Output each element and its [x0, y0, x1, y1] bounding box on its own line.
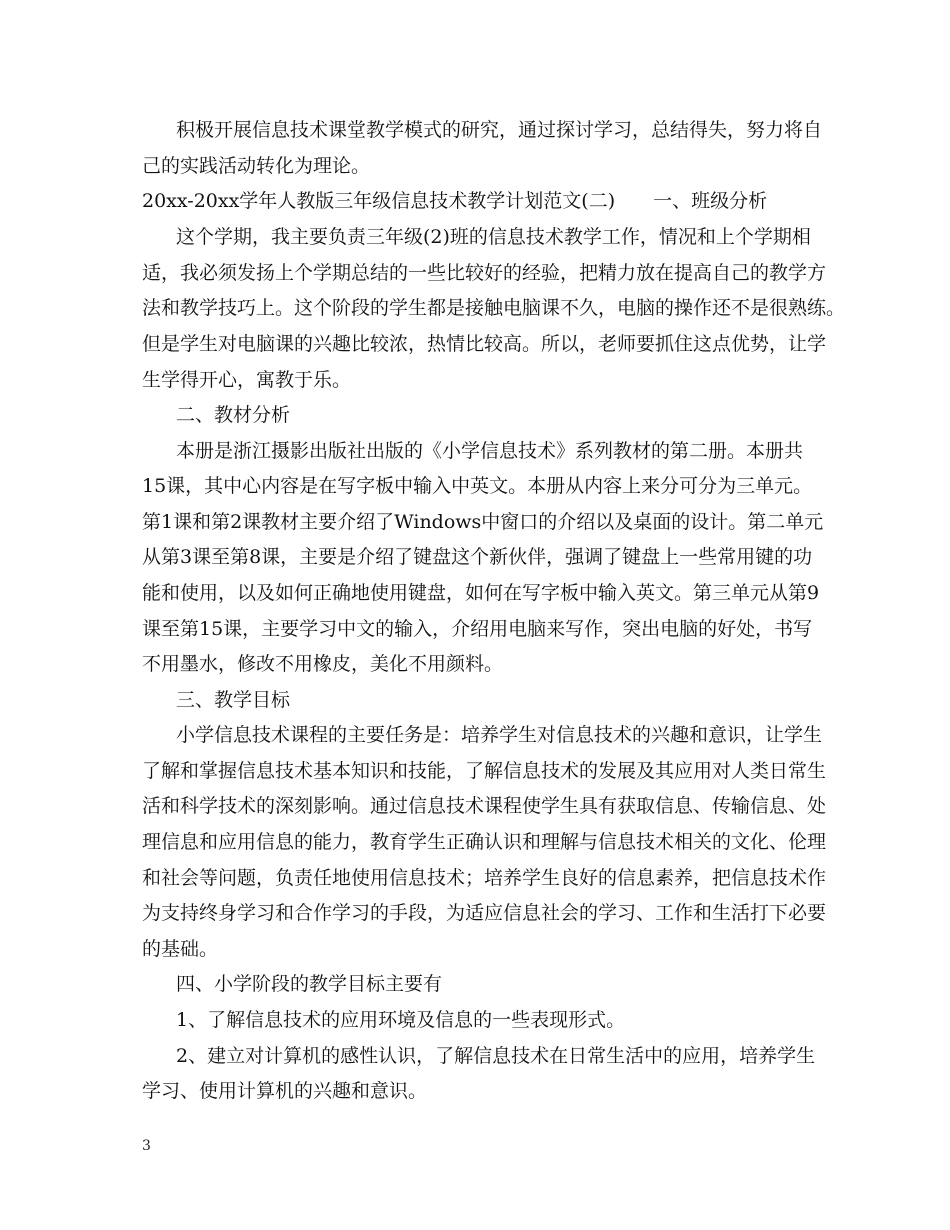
- text-line: 为支持终身学习和合作学习的手段，为适应信息社会的学习、工作和生活打下必要: [142, 902, 827, 924]
- text-line: 己的实践活动转化为理论。: [142, 155, 371, 177]
- page-number: 3: [142, 1138, 151, 1154]
- text-line: 积极开展信息技术课堂教学模式的研究，通过探讨学习，总结得失，努力将自: [176, 119, 823, 141]
- text-line: 能和使用，以及如何正确地使用键盘，如何在写字板中输入英文。第三单元从第9: [142, 582, 820, 604]
- list-item: 2、建立对计算机的感性认识，了解信息技术在日常生活中的应用，培养学生: [176, 1045, 816, 1067]
- text-line: 的基础。: [142, 938, 219, 960]
- text-line: 但是学生对电脑课的兴趣比较浓，热情比较高。所以，老师要抓住这点优势，让学: [142, 333, 827, 355]
- text-line: 活和科学技术的深刻影响。通过信息技术课程使学生具有获取信息、传输信息、处: [142, 795, 827, 817]
- text-line: 和社会等问题，负责任地使用信息技术；培养学生良好的信息素养，把信息技术作: [142, 867, 827, 889]
- text-line: 不用墨水，修改不用橡皮，美化不用颜料。: [142, 653, 504, 675]
- text-line: 小学信息技术课程的主要任务是：培养学生对信息技术的兴趣和意识，让学生: [176, 724, 823, 746]
- section-heading: 四、小学阶段的教学目标主要有: [176, 973, 443, 995]
- text-line: 法和教学技巧上。这个阶段的学生都是接触电脑课不久，电脑的操作还不是很熟练。: [142, 297, 846, 319]
- text-line: 从第3课至第8课，主要是介绍了键盘这个新伙伴，强调了键盘上一些常用键的功: [142, 546, 813, 568]
- text-line: 学习、使用计算机的兴趣和意识。: [142, 1080, 428, 1102]
- section-heading: 二、教材分析: [176, 404, 291, 426]
- text-line: 适，我必须发扬上个学期总结的一些比较好的经验，把精力放在提高自己的教学方: [142, 262, 827, 284]
- text-line: 本册是浙江摄影出版社出版的《小学信息技术》系列教材的第二册。本册共: [176, 440, 804, 462]
- text-line: 了解和掌握信息技术基本知识和技能，了解信息技术的发展及其应用对人类日常生: [142, 760, 827, 782]
- text-line: 课至第15课，主要学习中文的输入，介绍用电脑来写作，突出电脑的好处，书写: [142, 618, 813, 640]
- list-item: 1、了解信息技术的应用环境及信息的一些表现形式。: [176, 1009, 626, 1031]
- section-heading-line: 20xx-20xx学年人教版三年级信息技术教学计划范文(二) 一、班级分析: [142, 190, 768, 212]
- text-line: 15课，其中心内容是在写字板中输入中英文。本册从内容上来分可分为三单元。: [142, 475, 813, 497]
- text-line: 这个学期，我主要负责三年级(2)班的信息技术教学工作，情况和上个学期相: [176, 226, 811, 248]
- text-line: 生学得开心，寓教于乐。: [142, 369, 352, 391]
- text-line: 理信息和应用信息的能力，教育学生正确认识和理解与信息技术相关的文化、伦理: [142, 831, 827, 853]
- section-heading: 三、教学目标: [176, 689, 291, 711]
- text-line: 第1课和第2课教材主要介绍了Windows中窗口的介绍以及桌面的设计。第二单元: [142, 511, 824, 533]
